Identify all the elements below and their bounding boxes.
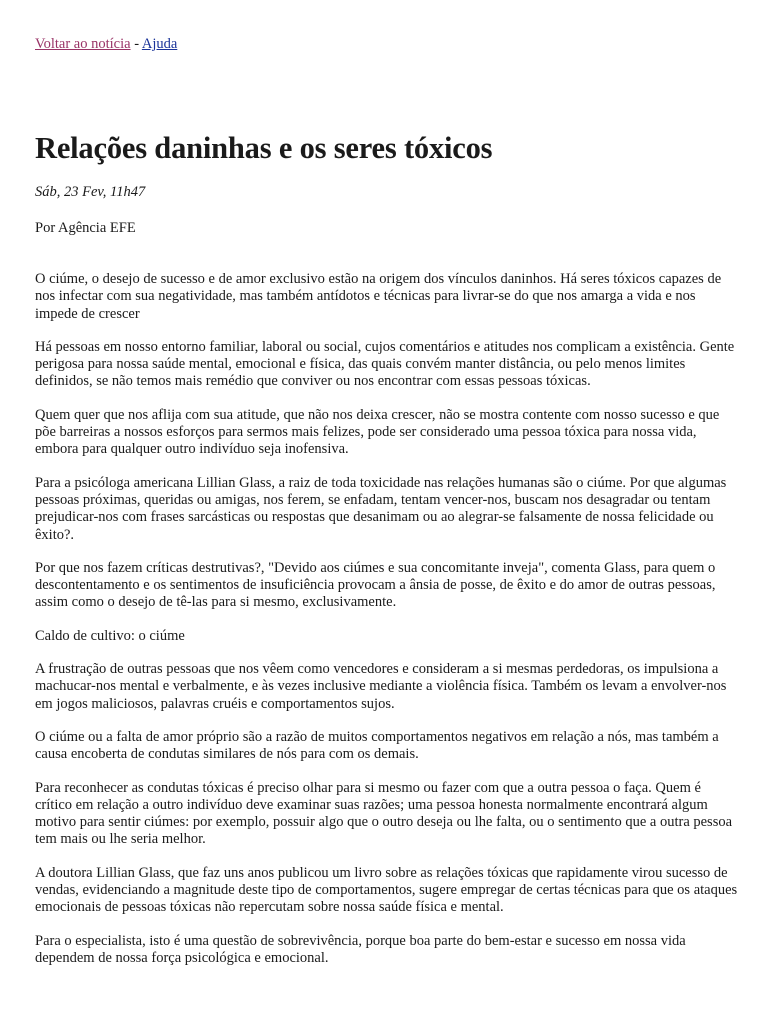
article-paragraph: Para o especialista, isto é uma questão de sobrevivência, porque boa parte do bem-estar e sucesso em nossa vida dependem de nossa força psicológica e emocional. <box>35 932 686 966</box>
article-body <box>35 271 740 983</box>
back-to-news-link[interactable]: Voltar ao notícia <box>35 36 131 52</box>
article-paragraph: Para a psicóloga americana Lillian Glass, a raiz de toda toxicidade nas relações humanas são o ciúme. Por que algumas pessoas próximas, queridas ou amigas, nos ferem, se enfadam, tentam vencer-nos, buscam nos desagradar ou tentam prejudicar-nos com frases sarcásticas ou respostas que desanimam ou ao alegrar-se falsamente de nossa felicidade ou êxito?. <box>35 474 727 543</box>
article-paragraph: A doutora Lillian Glass, que faz uns anos publicou um livro sobre as relações tóxicas que rapidamente virou sucesso de vendas, evidenciando a magnitude deste tipo de comportamentos, sugere empregar de certas técnicas para que os ataques emocionais de pessoas tóxicas não repercutam sobre nossa saúde física e mental. <box>35 864 738 916</box>
article-date: Sáb, 23 Fev, 11h47 <box>35 184 146 200</box>
article-subheading: Caldo de cultivo: o ciúme <box>35 627 185 644</box>
article-byline: Por Agência EFE <box>35 220 136 236</box>
article-paragraph: Há pessoas em nosso entorno familiar, laboral ou social, cujos comentários e atitudes nos complicam a existência. Gente perigosa para nossa saúde mental, emocional e física, das quais convém manter distância, ou pelo menos limites definidos, se não temos mais remédio que conviver ou nos encontrar com essas pessoas tóxicas. <box>35 338 735 390</box>
top-navigation <box>35 35 177 53</box>
article-paragraph: Para reconhecer as condutas tóxicas é preciso olhar para si mesmo ou fazer com que a outra pessoa o faça. Quem é crítico em relação a outro indivíduo deve examinar suas razões; uma pessoa honesta normalmente encontrará algum motivo para sentir ciúmes: por exemplo, possuir algo que o outro deseja ou lhe falta, ou o sentimento que a outra pessoa tem mais ou lhe seria melhor. <box>35 779 733 848</box>
article-paragraph: O ciúme, o desejo de sucesso e de amor exclusivo estão na origem dos vínculos daninhos. Há seres tóxicos capazes de nos infectar com sua negatividade, mas também antídotos e técnicas para livrar-se do que nos amarga a vida e nos impede de crescer <box>35 271 722 322</box>
article-paragraph: O ciúme ou a falta de amor próprio são a razão de muitos comportamentos negativos em relação a nós, mas também a causa encoberta de condutas similares de nós para com os demais. <box>35 728 719 763</box>
article-title: Relações daninhas e os seres tóxicos <box>35 131 493 165</box>
article-paragraph: A frustração de outras pessoas que nos vêem como vencedores e consideram a si mesmas perdedoras, os impulsiona a machucar-nos mental e verbalmente, e às vezes inclusive mediante a violência física. Também os levam a envolver-nos em jogos maliciosos, palavras cruéis e comportamentos sujos. <box>35 661 727 712</box>
article-paragraph: Por que nos fazem críticas destrutivas?, "Devido aos ciúmes e sua concomitante inveja", comenta Glass, para quem o descontentamento e os sentimentos de insuficiência provocam a ânsia de posse, de êxito e do amor de outras pessoas, assim como o desejo de tê-las para si mesmo, exclusivamente. <box>35 559 716 611</box>
nav-separator: - <box>134 36 140 52</box>
help-link[interactable]: Ajuda <box>141 36 178 52</box>
article-paragraph: Quem quer que nos aflija com sua atitude, que não nos deixa crescer, não se mostra contente com nosso sucesso e que põe barreiras a nossos esforços para sermos mais felizes, pode ser considerado uma pessoa tóxica para nossa vida, embora para qualquer outro indivíduo seja inofensiva. <box>35 406 720 458</box>
